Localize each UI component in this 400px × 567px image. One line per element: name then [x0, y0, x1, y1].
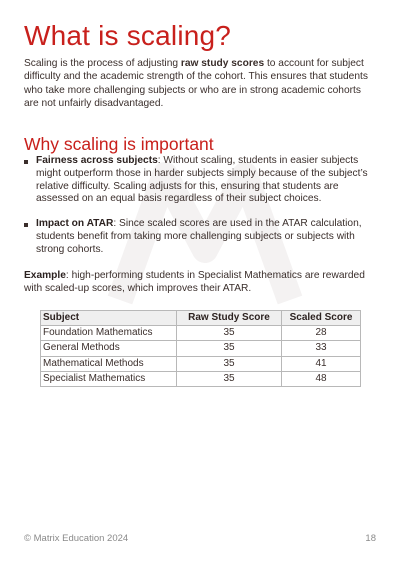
- cell-subject: Mathematical Methods: [41, 356, 177, 371]
- header-raw-score: Raw Study Score: [177, 311, 282, 326]
- table-row: [41, 371, 361, 386]
- table-row: [41, 326, 361, 341]
- page-title: What is scaling?: [24, 20, 232, 51]
- page-number: 18: [365, 533, 376, 544]
- cell-scaled-score: 28: [282, 326, 361, 341]
- bullet-square-icon: [24, 160, 28, 164]
- example-label: Example: [24, 270, 66, 281]
- table-row: [41, 356, 361, 371]
- cell-subject: Foundation Mathematics: [41, 326, 177, 341]
- cell-scaled-score: 41: [282, 356, 361, 371]
- bullet-text: : Without scaling, students in easier subjects might outperform those in harder subjects simply because of the subject’s relative difficulty. Scaling adjusts for this, ensuring that students are assessed on an equal basis regardless of their subject choices.: [36, 155, 368, 205]
- bullet-text: : Since scaled scores are used in the ATAR calculation, students benefit from taking more challenging subjects or subjects with strong cohorts.: [36, 218, 362, 255]
- footer-copyright: © Matrix Education 2024: [24, 533, 129, 544]
- section-heading: Why scaling is important: [24, 134, 214, 154]
- bullet-term: Impact on ATAR: [36, 218, 114, 230]
- bullet-square-icon: [24, 223, 28, 227]
- intro-text-start: Scaling is the process of adjusting: [24, 58, 181, 69]
- bullet-item-fairness: [24, 155, 376, 206]
- cell-raw-score: 35: [177, 371, 282, 386]
- intro-paragraph: [24, 57, 376, 111]
- scaling-table: [40, 310, 361, 387]
- cell-raw-score: 35: [177, 356, 282, 371]
- example-text: : high-performing students in Specialist Mathematics are rewarded with scaled-up scores, which improves their ATAR.: [24, 270, 365, 295]
- example-paragraph: [24, 269, 376, 296]
- cell-raw-score: 35: [177, 341, 282, 356]
- cell-scaled-score: 48: [282, 371, 361, 386]
- cell-subject: General Methods: [41, 341, 177, 356]
- table-row: [41, 341, 361, 356]
- cell-subject: Specialist Mathematics: [41, 371, 177, 386]
- header-subject: Subject: [41, 311, 177, 326]
- cell-scaled-score: 33: [282, 341, 361, 356]
- intro-text-end: to account for subject difficulty and the academic strength of the cohort. This ensures that students who take more challenging subjects or who are in strong academic cohorts are not unfairly disadvantaged.: [24, 58, 368, 110]
- cell-raw-score: 35: [177, 326, 282, 341]
- bullet-item-atar: [24, 218, 376, 256]
- bullet-term: Fairness across subjects: [36, 155, 158, 166]
- intro-bold-term: raw study scores: [180, 58, 265, 69]
- table-header-row: [41, 311, 361, 326]
- header-scaled-score: Scaled Score: [282, 311, 361, 326]
- bullet-list: [24, 155, 376, 257]
